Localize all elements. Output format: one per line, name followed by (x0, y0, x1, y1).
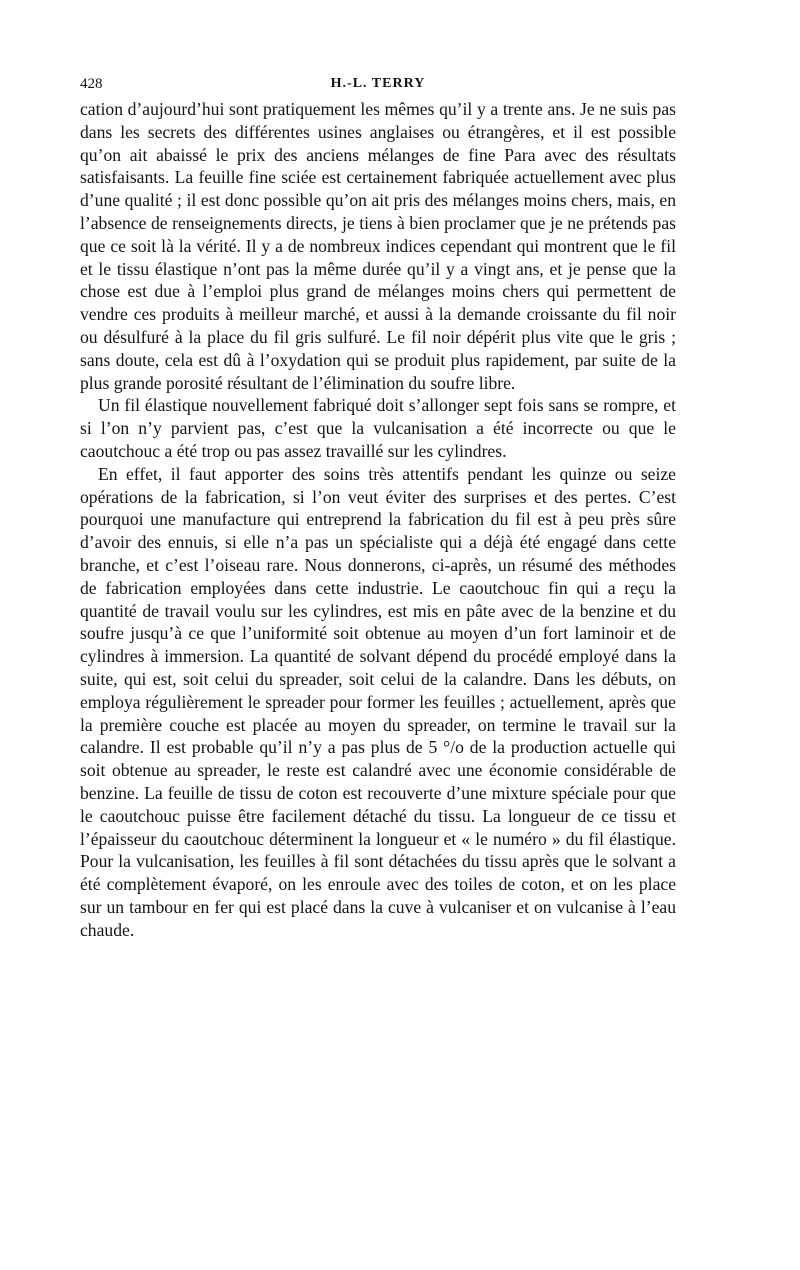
page-number: 428 (80, 76, 103, 92)
body-text (80, 98, 676, 941)
paragraph: Un fil élastique nouvellement fabriqué doit s’allonger sept fois sans se rompre, et si l’on n’y parvient pas, c’est que la vulcanisation a été incorrecte ou que le caoutchouc a été trop ou pas assez travaillé sur les cylindres. (80, 395, 676, 461)
running-head: H.-L. TERRY (330, 76, 426, 91)
page-header (80, 76, 676, 98)
paragraph: cation d’aujourd’hui sont pratiquement les mêmes qu’il y a trente ans. Je ne suis pas dans les secrets des différentes usines anglaises ou étrangères, et il est possible qu’on ait abaissé le prix des anciens mélanges de fine Para avec des résultats satisfaisants. La feuille fine sciée est certainement fabriquée actuellement avec plus d’une qualité ; il est donc possible qu’on ait pris des mélanges moins chers, mais, en l’absence de renseignements directs, je tiens à bien proclamer que je ne prétends pas que ce soit là la vérité. Il y a de nombreux indices cependant qui montrent que le fil et le tissu élastique n’ont pas la même durée qu’il y a vingt ans, et je pense que la chose est due à l’emploi plus grand de mélanges moins chers qui permettent de vendre ces produits à meilleur marché, et aussi à la demande croissante du fil noir ou désulfuré à la place du fil gris sulfuré. Le fil noir dépérit plus vite que le gris ; sans doute, cela est dû à l’oxydation qui se produit plus rapidement, par suite de la plus grande porosité résultant de l’élimination du soufre libre. (80, 99, 676, 393)
book-page (80, 76, 676, 941)
paragraph: En effet, il faut apporter des soins très attentifs pendant les quinze ou seize opérations de la fabrication, si l’on veut éviter des surprises et des pertes. C’est pourquoi une manufacture qui entreprend la fabrication du fil est à peu près sûre d’avoir des ennuis, si elle n’a pas un spécialiste qui a déjà été engagé dans cette branche, et c’est l’oiseau rare. Nous donnerons, ci-après, un résumé des méthodes de fabrication employées dans cette industrie. Le caoutchouc fin qui a reçu la quantité de travail voulu sur les cylindres, est mis en pâte avec de la benzine et du soufre jusqu’à ce que l’uniformité soit obtenue au moyen d’un fort laminoir et de cylindres à immersion. La quantité de solvant dépend du procédé employé dans la suite, qui est, soit celui du spreader, soit celui de la calandre. Dans les débuts, on employa régulièrement le spreader pour former les feuilles ; actuellement, après que la première couche est placée au moyen du spreader, on termine le travail sur la calandre. Il est probable qu’il n’y a pas plus de 5 °/o de la production actuelle qui soit obtenue au spreader, le reste est calandré avec une économie considérable de benzine. La feuille de tissu de coton est recouverte d’une mixture spéciale pour que le caoutchouc puisse être facilement détaché du tissu. La longueur de ce tissu et l’épaisseur du caoutchouc déterminent la longueur et « le numéro » du fil élastique. Pour la vulcanisation, les feuilles à fil sont détachées du tissu après que le solvant a été complètement évaporé, on les enroule avec des toiles de coton, et on les place sur un tambour en fer qui est placé dans la cuve à vulcaniser et on vulcanise à l’eau chaude. (80, 463, 676, 940)
